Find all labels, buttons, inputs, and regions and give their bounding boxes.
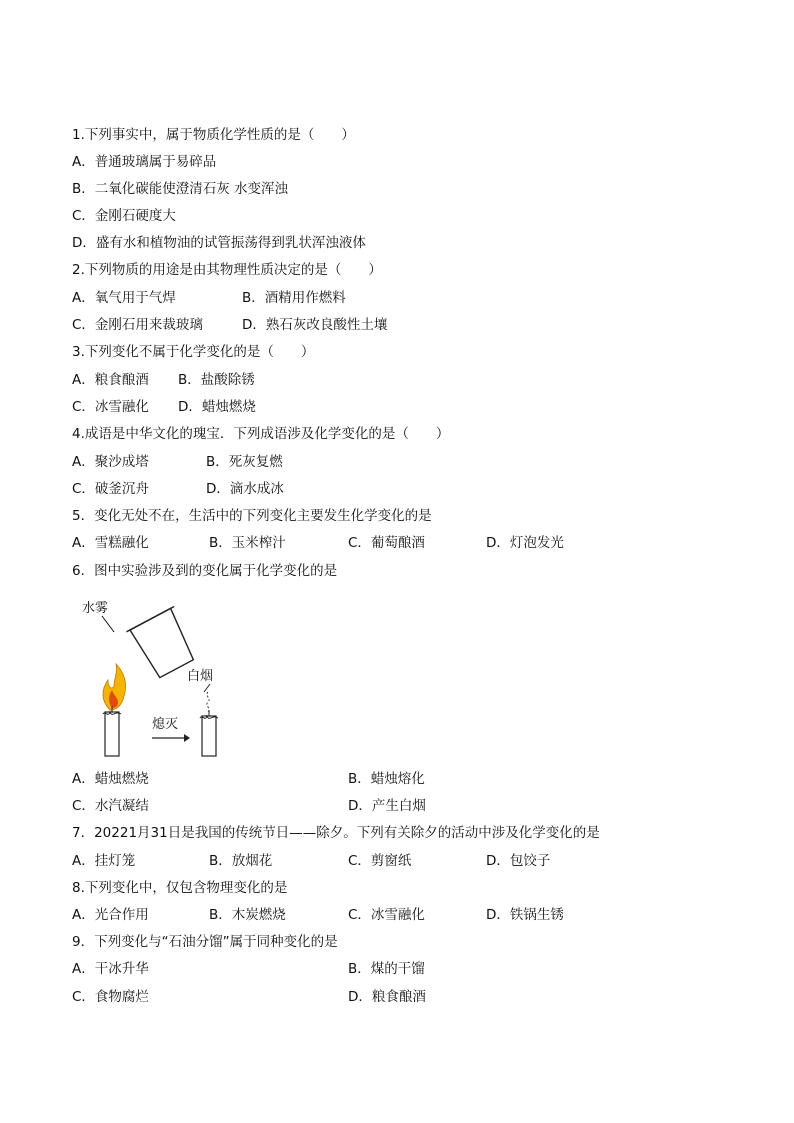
q8-option-b: B．木炭燃烧: [209, 907, 286, 923]
q2-option-a: A．氧气用于气焊: [72, 290, 176, 306]
question-4-stem: 4.成语是中华文化的瑰宝．下列成语涉及化学变化的是（ ）: [72, 426, 450, 442]
arrow-right-icon: [152, 734, 190, 742]
q3-option-b: B．盐酸除锈: [178, 372, 255, 388]
q2-option-b: B．酒精用作燃料: [242, 290, 346, 306]
q9-option-a: A．干冰升华: [72, 961, 149, 977]
smoke-icon: [204, 684, 210, 712]
q2-option-d: D．熟石灰改良酸性土壤: [242, 317, 388, 333]
q4-option-d: D．滴水成冰: [206, 481, 284, 497]
question-3-stem: 3.下列变化不属于化学变化的是（ ）: [72, 344, 315, 360]
q6-option-d: D．产生白烟: [348, 798, 426, 814]
q5-option-c: C．葡萄酿酒: [348, 535, 425, 551]
q1-option-a: A．普通玻璃属于易碎品: [72, 154, 217, 170]
lit-candle-icon: [103, 706, 121, 756]
q5-option-a: A．雪糕融化: [72, 535, 149, 551]
q8-option-c: C．冰雪融化: [348, 907, 425, 923]
question-1-stem: 1.下列事实中，属于物质化学性质的是（ ）: [72, 127, 355, 143]
q6-option-b: B．蜡烛熔化: [348, 771, 425, 787]
question-7-stem: 7．20221月31日是我国的传统节日——除夕。下列有关除夕的活动中涉及化学变化的是: [72, 825, 600, 841]
q7-option-b: B．放烟花: [209, 853, 273, 869]
q3-option-c: C．冰雪融化: [72, 399, 149, 415]
question-5-stem: 5．变化无处不在，生活中的下列变化主要发生化学变化的是: [72, 508, 432, 524]
flame-icon: [103, 664, 126, 710]
mist-label: 水雾: [82, 601, 109, 616]
question-6-stem: 6．图中实验涉及到的变化属于化学变化的是: [72, 563, 338, 579]
question-8-stem: 8.下列变化中，仅包含物理变化的是: [72, 880, 288, 896]
question-9-stem: 9．下列变化与“石油分馏”属于同种变化的是: [72, 934, 338, 950]
q2-option-c: C．金刚石用来裁玻璃: [72, 317, 203, 333]
candle-experiment-figure: [72, 592, 252, 762]
q4-option-a: A．聚沙成塔: [72, 454, 149, 470]
q8-option-a: A．光合作用: [72, 907, 149, 923]
q1-option-c: C．金刚石硬度大: [72, 208, 176, 224]
q6-option-a: A．蜡烛燃烧: [72, 771, 149, 787]
smoke-label: 白烟: [187, 669, 214, 684]
q5-option-d: D．灯泡发光: [486, 535, 564, 551]
q4-option-b: B．死灰复燃: [206, 454, 283, 470]
q9-option-b: B．煤的干馏: [348, 961, 425, 977]
extinguished-candle-icon: [200, 710, 218, 756]
q6-option-c: C．水汽凝结: [72, 798, 149, 814]
q3-option-a: A．粮食酿酒: [72, 372, 149, 388]
q1-option-d: D．盛有水和植物油的试管振荡得到乳状浑浊液体: [72, 235, 366, 251]
q5-option-b: B．玉米榨汁: [209, 535, 286, 551]
q7-option-d: D．包饺子: [486, 853, 551, 869]
extinguish-label: 熄灭: [152, 717, 179, 732]
q7-option-c: C．剪窗纸: [348, 853, 412, 869]
q1-option-b: B．二氧化碳能使澄清石灰 水变浑浊: [72, 181, 289, 197]
q3-option-d: D．蜡烛燃烧: [178, 399, 256, 415]
q7-option-a: A．挂灯笼: [72, 853, 136, 869]
q9-option-d: D．粮食酿酒: [348, 989, 426, 1005]
q4-option-c: C．破釜沉舟: [72, 481, 149, 497]
q9-option-c: C．食物腐烂: [72, 989, 149, 1005]
q8-option-d: D．铁锅生锈: [486, 907, 564, 923]
question-2-stem: 2.下列物质的用途是由其物理性质决定的是（ ）: [72, 262, 382, 278]
